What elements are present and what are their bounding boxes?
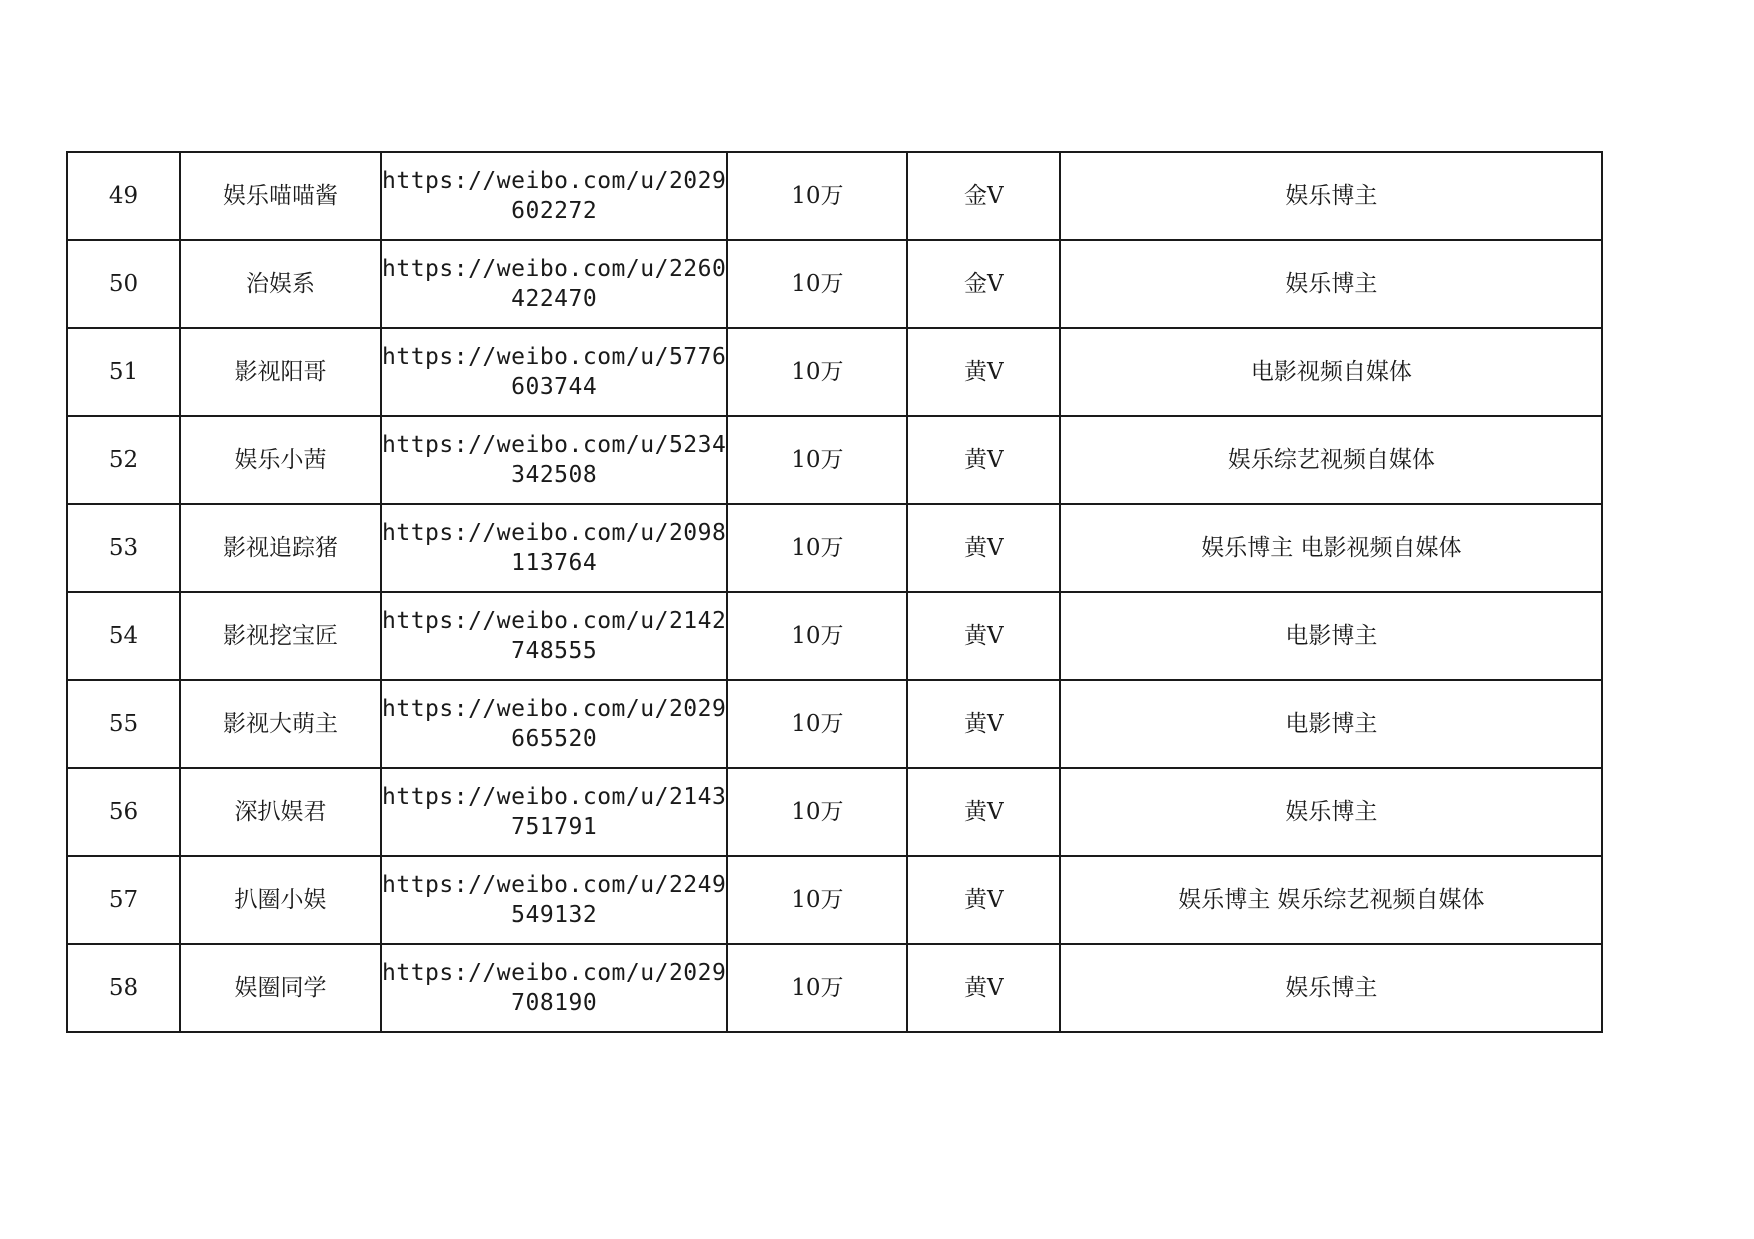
profile-url-line1: https://weibo.com/u/2142 — [382, 608, 727, 634]
row-number-cell: 53 — [67, 504, 180, 592]
follower-count-cell: 10万 — [727, 152, 907, 240]
verification-level-cell: 黄V — [907, 328, 1060, 416]
profile-url-cell[interactable] — [381, 944, 727, 1032]
profile-url-cell[interactable] — [381, 416, 727, 504]
profile-url-line2: 113764 — [511, 550, 598, 576]
account-name-cell: 扒圈小娱 — [180, 856, 381, 944]
table-row — [67, 240, 1602, 328]
table-row — [67, 328, 1602, 416]
weibo-accounts-table — [66, 151, 1603, 1033]
follower-count-cell: 10万 — [727, 768, 907, 856]
account-name-cell: 影视大萌主 — [180, 680, 381, 768]
verification-level-cell: 黄V — [907, 680, 1060, 768]
table-row — [67, 152, 1602, 240]
follower-count-cell: 10万 — [727, 504, 907, 592]
profile-url-cell[interactable] — [381, 504, 727, 592]
account-category-cell: 娱乐博主 — [1060, 152, 1602, 240]
account-name-cell: 影视追踪猪 — [180, 504, 381, 592]
account-name-cell: 娱圈同学 — [180, 944, 381, 1032]
profile-url-line1: https://weibo.com/u/5234 — [382, 432, 727, 458]
row-number-cell: 55 — [67, 680, 180, 768]
profile-url-line1: https://weibo.com/u/2029 — [382, 960, 727, 986]
table-row — [67, 592, 1602, 680]
verification-level-cell: 金V — [907, 152, 1060, 240]
account-name-cell: 娱乐小茜 — [180, 416, 381, 504]
row-number-cell: 49 — [67, 152, 180, 240]
follower-count-cell: 10万 — [727, 680, 907, 768]
profile-url-cell[interactable] — [381, 768, 727, 856]
account-category-cell: 娱乐博主 — [1060, 944, 1602, 1032]
follower-count-cell: 10万 — [727, 416, 907, 504]
table-row — [67, 504, 1602, 592]
table-row — [67, 768, 1602, 856]
profile-url-cell[interactable] — [381, 152, 727, 240]
account-name-cell: 治娱系 — [180, 240, 381, 328]
follower-count-cell: 10万 — [727, 240, 907, 328]
profile-url-line1: https://weibo.com/u/2143 — [382, 784, 727, 810]
account-category-cell: 电影博主 — [1060, 592, 1602, 680]
profile-url-line1: https://weibo.com/u/2249 — [382, 872, 727, 898]
profile-url-line2: 748555 — [511, 638, 598, 664]
account-name-cell: 影视挖宝匠 — [180, 592, 381, 680]
row-number-cell: 56 — [67, 768, 180, 856]
profile-url-line1: https://weibo.com/u/5776 — [382, 344, 727, 370]
profile-url-line2: 549132 — [511, 902, 598, 928]
account-category-cell: 娱乐博主 — [1060, 768, 1602, 856]
profile-url-cell[interactable] — [381, 240, 727, 328]
profile-url-cell[interactable] — [381, 856, 727, 944]
row-number-cell: 50 — [67, 240, 180, 328]
profile-url-line2: 342508 — [511, 462, 598, 488]
profile-url-cell[interactable] — [381, 328, 727, 416]
account-category-cell: 娱乐博主 电影视频自媒体 — [1060, 504, 1602, 592]
verification-level-cell: 黄V — [907, 504, 1060, 592]
verification-level-cell: 黄V — [907, 944, 1060, 1032]
verification-level-cell: 黄V — [907, 768, 1060, 856]
profile-url-cell[interactable] — [381, 680, 727, 768]
table-row — [67, 944, 1602, 1032]
profile-url-line1: https://weibo.com/u/2260 — [382, 256, 727, 282]
row-number-cell: 57 — [67, 856, 180, 944]
table-row — [67, 416, 1602, 504]
row-number-cell: 54 — [67, 592, 180, 680]
account-category-cell: 娱乐综艺视频自媒体 — [1060, 416, 1602, 504]
verification-level-cell: 金V — [907, 240, 1060, 328]
account-category-cell: 电影视频自媒体 — [1060, 328, 1602, 416]
profile-url-line1: https://weibo.com/u/2029 — [382, 168, 727, 194]
row-number-cell: 51 — [67, 328, 180, 416]
profile-url-line1: https://weibo.com/u/2098 — [382, 520, 727, 546]
follower-count-cell: 10万 — [727, 944, 907, 1032]
account-name-cell: 深扒娱君 — [180, 768, 381, 856]
profile-url-line2: 751791 — [511, 814, 598, 840]
account-category-cell: 娱乐博主 娱乐综艺视频自媒体 — [1060, 856, 1602, 944]
row-number-cell: 52 — [67, 416, 180, 504]
follower-count-cell: 10万 — [727, 592, 907, 680]
profile-url-line2: 708190 — [511, 990, 598, 1016]
verification-level-cell: 黄V — [907, 856, 1060, 944]
table-row — [67, 680, 1602, 768]
account-name-cell: 娱乐喵喵酱 — [180, 152, 381, 240]
follower-count-cell: 10万 — [727, 856, 907, 944]
profile-url-line1: https://weibo.com/u/2029 — [382, 696, 727, 722]
follower-count-cell: 10万 — [727, 328, 907, 416]
account-name-cell: 影视阳哥 — [180, 328, 381, 416]
verification-level-cell: 黄V — [907, 416, 1060, 504]
account-category-cell: 电影博主 — [1060, 680, 1602, 768]
profile-url-line2: 665520 — [511, 726, 598, 752]
table-row — [67, 856, 1602, 944]
row-number-cell: 58 — [67, 944, 180, 1032]
profile-url-line2: 603744 — [511, 374, 598, 400]
account-category-cell: 娱乐博主 — [1060, 240, 1602, 328]
profile-url-line2: 422470 — [511, 286, 598, 312]
profile-url-cell[interactable] — [381, 592, 727, 680]
profile-url-line2: 602272 — [511, 198, 598, 224]
verification-level-cell: 黄V — [907, 592, 1060, 680]
